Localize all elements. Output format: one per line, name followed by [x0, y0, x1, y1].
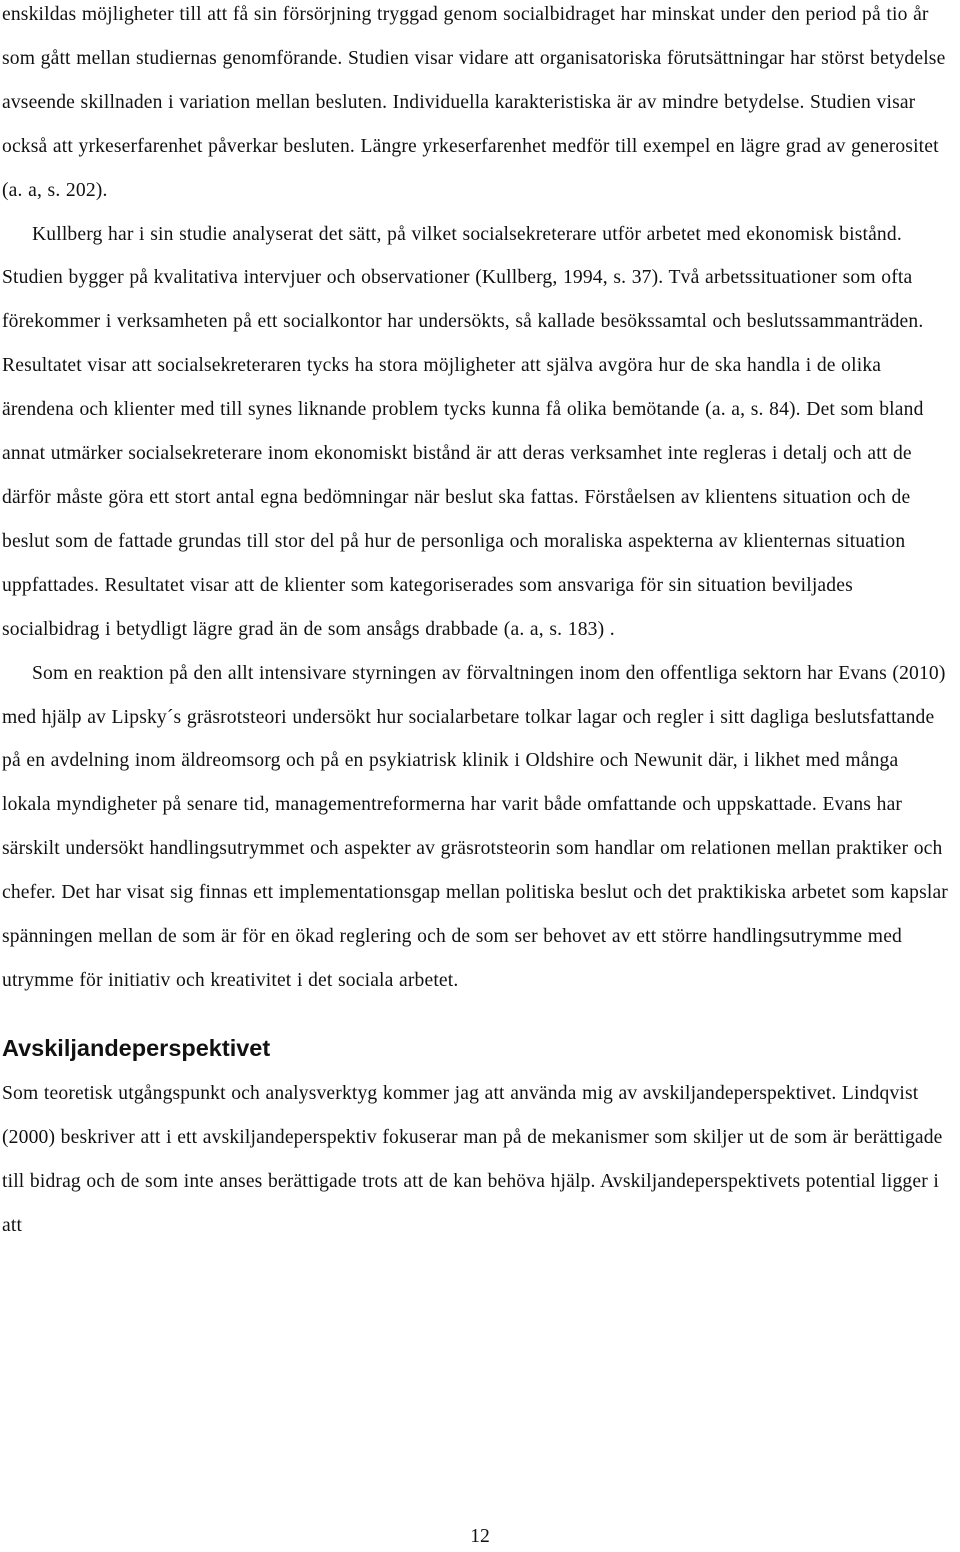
page-number: 12 [470, 1526, 490, 1547]
section-heading: Avskiljandeperspektivet [2, 1034, 271, 1061]
body-paragraph-3: Som en reaktion på den allt intensivare styrningen av förvaltningen inom den offentliga sektorn har Evans (2010) med hjälp av Lipsky´s gräsrotsteori undersökt hur socialarbetare tolkar lagar och regler i sitt dagliga beslutsfattande på en avdelning inom äldreomsorg och på en psykiatrisk klinik i Oldshire och Newunit där, i likhet med många lokala myndigheter på senare tid, managementreformerna har varit både omfattande och uppskattade. Evans har särskilt undersökt handlingsutrymmet och aspekter av gräsrotsteorin som handlar om relationen mellan praktiker och chefer. Det har visat sig finnas ett implementationsgap mellan politiska beslut och det praktikiska arbetet som kapslar spänningen mellan de som är för en ökad reglering och de som ser behovet av ett större handlingsutrymme med utrymme för initiativ och kreativitet i det sociala arbetet. [2, 662, 948, 991]
body-paragraph-2: Kullberg har i sin studie analyserat det sätt, på vilket socialsekreterare utför arbetet med ekonomisk bistånd. Studien bygger på kvalitativa intervjuer och observationer (Kullberg, 1994, s. 37). Två arbetssituationer som ofta förekommer i verksamheten på ett socialkontor har undersökts, så kallade besökssamtal och beslutssammanträden. Resultatet visar att socialsekreteraren tycks ha stora möjligheter att själva avgöra hur de ska handla i de olika ärendena och klienter med till synes liknande problem tycks kunna få olika bemötande (a. a, s. 84). Det som bland annat utmärker socialsekreterare inom ekonomiskt bistånd är att deras verksamhet inte regleras i detalj och att de därför måste göra ett stort antal egna bedömningar när beslut ska fattas. Förståelsen av klientens situation och de beslut som de fattade grundas till stor del på hur de personliga och moraliska aspekterna av klienternas situation uppfattades. Resultatet visar att de klienter som kategoriserades som ansvariga för sin situation beviljades socialbidrag i betydligt lägre grad än de som ansågs drabbade (a. a, s. 183) . [2, 223, 924, 640]
document-page [2, 0, 952, 1247]
body-paragraph-4: Som teoretisk utgångspunkt och analysverktyg kommer jag att använda mig av avskiljandeperspektivet. Lindqvist (2000) beskriver att i ett avskiljandeperspektiv fokuserar man på de mekanismer som skiljer ut de som är berättigade till bidrag och de som inte anses berättigade trots att de kan behöva hjälp. Avskiljandeperspektivets potential ligger i att [2, 1082, 943, 1236]
body-paragraph-1: enskildas möjligheter till att få sin försörjning tryggad genom socialbidraget har minskat under den period på tio år som gått mellan studiernas genomförande. Studien visar vidare att organisatoriska förutsättningar har störst betydelse avseende skillnaden i variation mellan besluten. Individuella karakteristiska är av mindre betydelse. Studien visar också att yrkeserfarenhet påverkar besluten. Längre yrkeserfarenhet medför till exempel en lägre grad av generositet (a. a, s. 202). [2, 4, 946, 201]
